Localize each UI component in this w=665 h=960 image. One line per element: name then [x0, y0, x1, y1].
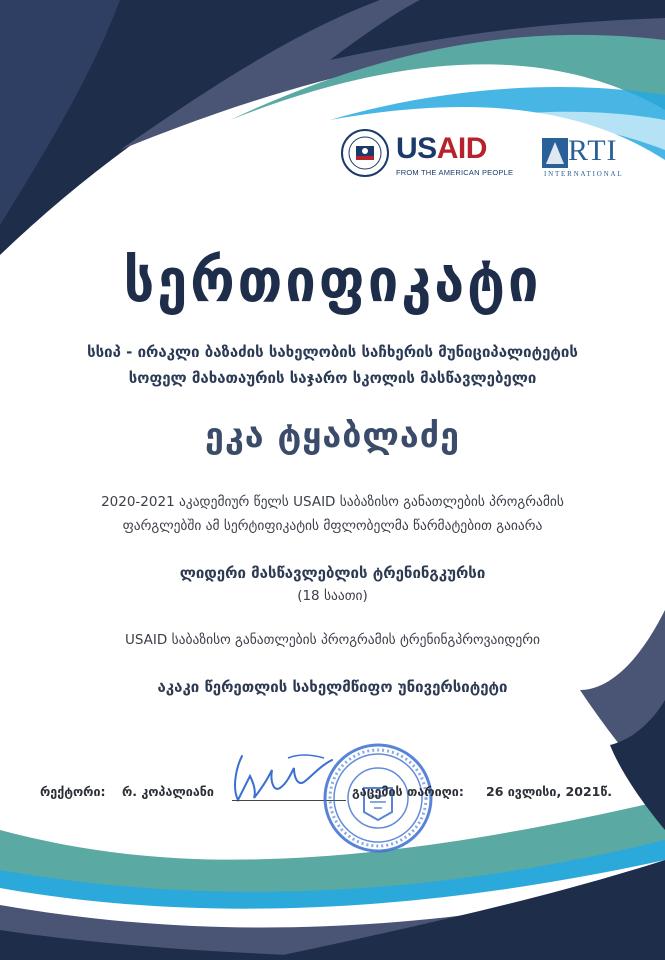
body-line-1: 2020-2021 აკადემიურ წელს USAID საბაზისო განათლების პროგრამის — [101, 494, 564, 510]
rti-wordmark: RTI — [568, 134, 618, 167]
provider-name: აკაკი წერეთლის სახელმწიფო უნივერსიტეტი — [157, 678, 508, 696]
usaid-aid: AID — [436, 132, 487, 165]
rti-subtitle: INTERNATIONAL — [544, 170, 624, 178]
rti-emblem-icon — [542, 138, 568, 168]
course-name: ლიდერი მასწავლებლის ტრენინგკურსი — [179, 564, 486, 582]
recipient-name: ეკა ტყაბლაძე — [205, 416, 460, 456]
usaid-us: US — [396, 132, 437, 165]
issue-date: 26 ივლისი, 2021წ. — [486, 784, 613, 799]
course-hours: (18 საათი) — [297, 588, 368, 604]
issue-date-label: გაცემის თარიღი: — [352, 784, 464, 799]
subtitle-line-1: სსიპ - ირაკლი ბაზაძის სახელობის საჩხერის მუნიციპალიტეტის — [87, 343, 578, 361]
usaid-wordmark — [396, 134, 487, 164]
rector-name: რ. კოპალიანი — [122, 784, 214, 799]
usaid-seal-icon — [340, 128, 390, 178]
provider-label: USAID საბაზისო განათლების პროგრამის ტრენინგპროვაიდერი — [124, 632, 541, 648]
usaid-tagline: FROM THE AMERICAN PEOPLE — [396, 168, 514, 177]
certificate-title: სერთიფიკატი — [123, 245, 542, 316]
rector-label: რექტორი: — [40, 784, 106, 799]
body-line-2: ფარგლებში ამ სერტიფიკატის მფლობელმა წარმატებით გაიარა — [122, 518, 543, 534]
sponsor-logos — [340, 128, 640, 188]
subtitle-line-2: სოფელ მახათაურის საჯარო სკოლის მასწავლებელი — [128, 369, 537, 387]
